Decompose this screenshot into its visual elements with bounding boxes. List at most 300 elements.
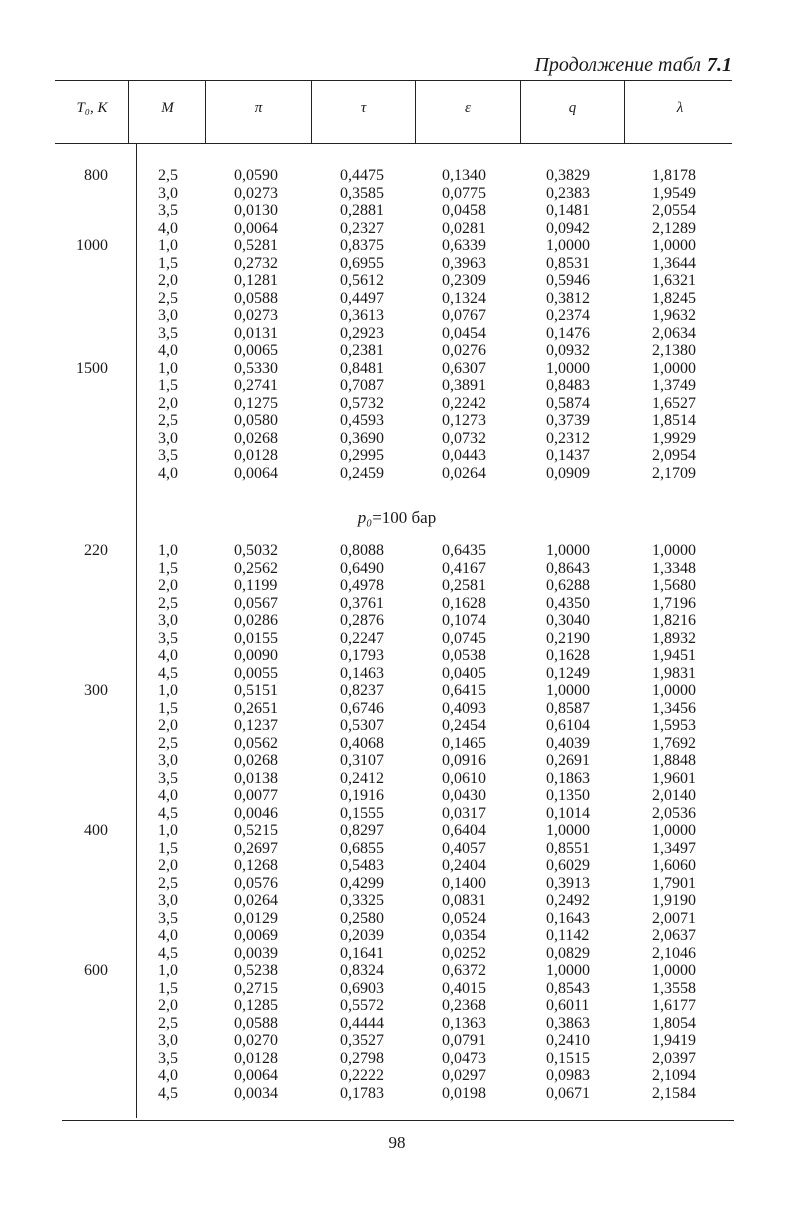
cell-pi: 0,1281	[234, 272, 278, 289]
cell-lambda: 1,0000	[652, 542, 696, 559]
table-row	[0, 630, 794, 648]
cell-pi: 0,0128	[234, 1049, 278, 1067]
cell-tau: 0,4475	[340, 167, 384, 184]
cell-eps: 0,0524	[442, 909, 486, 927]
table-row	[0, 202, 794, 220]
cell-lambda: 1,5680	[652, 577, 696, 594]
cell-tau: 0,3325	[340, 892, 384, 909]
table-caption	[470, 54, 732, 77]
cell-tau: 0,2881	[340, 202, 384, 219]
table-row	[0, 465, 794, 483]
header-top-rule	[55, 80, 732, 81]
cell-mach: 4,0	[158, 342, 178, 359]
cell-eps: 0,4057	[442, 839, 486, 857]
cell-mach: 3,0	[158, 612, 178, 629]
cell-lambda: 1,9632	[652, 307, 696, 324]
cell-tc: 1500	[76, 359, 108, 377]
cell-q: 0,5874	[546, 394, 590, 412]
cell-tau: 0,6490	[340, 559, 384, 577]
cell-mach: 3,0	[158, 752, 178, 769]
table-row	[0, 1085, 794, 1103]
cell-mach: 4,0	[158, 464, 178, 482]
cell-pi: 0,0268	[234, 429, 278, 447]
cell-q: 0,2492	[546, 892, 590, 909]
cell-eps: 0,2309	[442, 272, 486, 289]
cell-mach: 3,5	[158, 324, 178, 342]
cell-eps: 0,0443	[442, 447, 486, 464]
cell-eps: 0,0473	[442, 1049, 486, 1067]
cell-pi: 0,0286	[234, 612, 278, 629]
cell-eps: 0,1363	[442, 1014, 486, 1032]
cell-mach: 2,0	[158, 717, 178, 734]
cell-eps: 0,6372	[442, 962, 486, 979]
cell-tau: 0,2995	[340, 447, 384, 464]
cell-pi: 0,0273	[234, 184, 278, 202]
cell-tau: 0,1783	[340, 1084, 384, 1102]
cell-tc: 600	[84, 962, 108, 979]
cell-eps: 0,0538	[442, 647, 486, 664]
table-row	[0, 805, 794, 823]
subheading-symbol: p₀	[357, 508, 373, 527]
cell-mach: 1,0	[158, 962, 178, 979]
cell-lambda: 1,9419	[652, 1032, 696, 1049]
cell-eps: 0,0767	[442, 307, 486, 324]
cell-pi: 0,2651	[234, 699, 278, 717]
cell-lambda: 1,3749	[652, 377, 696, 394]
cell-tau: 0,2876	[340, 612, 384, 629]
cell-q: 0,0942	[546, 219, 590, 237]
cell-tau: 0,1555	[340, 804, 384, 822]
cell-eps: 0,4167	[442, 559, 486, 577]
table-row	[0, 717, 794, 735]
cell-mach: 3,0	[158, 307, 178, 324]
table-row	[0, 1067, 794, 1085]
cell-eps: 0,0276	[442, 342, 486, 359]
table-row	[0, 447, 794, 465]
cell-mach: 4,5	[158, 804, 178, 822]
table-row	[0, 682, 794, 700]
cell-mach: 2,5	[158, 874, 178, 892]
cell-lambda: 1,9601	[652, 769, 696, 787]
cell-tau: 0,5483	[340, 857, 384, 874]
cell-mach: 2,5	[158, 594, 178, 612]
cell-pi: 0,1268	[234, 857, 278, 874]
cell-pi: 0,0588	[234, 289, 278, 307]
cell-q: 0,2190	[546, 629, 590, 647]
cell-lambda: 1,5953	[652, 717, 696, 734]
cell-tau: 0,7087	[340, 377, 384, 394]
cell-eps: 0,2404	[442, 857, 486, 874]
cell-eps: 0,6415	[442, 682, 486, 699]
table-row	[0, 307, 794, 325]
cell-lambda: 1,0000	[652, 682, 696, 699]
cell-mach: 3,0	[158, 892, 178, 909]
cell-lambda: 1,8178	[652, 167, 696, 184]
cell-lambda: 1,3497	[652, 839, 696, 857]
cell-mach: 3,0	[158, 184, 178, 202]
cell-lambda: 1,9831	[652, 664, 696, 682]
cell-tau: 0,1641	[340, 944, 384, 962]
cell-lambda: 2,0140	[652, 787, 696, 804]
cell-lambda: 2,1094	[652, 1067, 696, 1084]
cell-lambda: 2,1380	[652, 342, 696, 359]
table-row	[0, 752, 794, 770]
table-row	[0, 612, 794, 630]
cell-eps: 0,0317	[442, 804, 486, 822]
cell-pi: 0,0580	[234, 412, 278, 429]
cell-q: 0,1249	[546, 664, 590, 682]
cell-tau: 0,2327	[340, 219, 384, 237]
table-row	[0, 220, 794, 238]
cell-mach: 2,0	[158, 272, 178, 289]
cell-q: 0,2374	[546, 307, 590, 324]
table-row	[0, 430, 794, 448]
cell-tau: 0,2798	[340, 1049, 384, 1067]
cell-q: 0,3913	[546, 874, 590, 892]
header-pi: π	[254, 100, 263, 116]
cell-mach: 4,0	[158, 787, 178, 804]
cell-mach: 3,5	[158, 769, 178, 787]
cell-eps: 0,0831	[442, 892, 486, 909]
cell-tau: 0,2381	[340, 342, 384, 359]
cell-lambda: 1,8054	[652, 1014, 696, 1032]
cell-mach: 2,5	[158, 734, 178, 752]
cell-eps: 0,0775	[442, 184, 486, 202]
cell-tau: 0,3761	[340, 594, 384, 612]
caption-text: Продолжение табл	[534, 54, 701, 76]
cell-tau: 0,1793	[340, 647, 384, 664]
cell-tau: 0,5732	[340, 394, 384, 412]
cell-tau: 0,4299	[340, 874, 384, 892]
cell-q: 0,1515	[546, 1049, 590, 1067]
cell-tc: 300	[84, 682, 108, 699]
table-row	[0, 1050, 794, 1068]
table-row	[0, 980, 794, 998]
cell-lambda: 2,0954	[652, 447, 696, 464]
cell-eps: 0,0458	[442, 202, 486, 219]
cell-q: 0,1437	[546, 447, 590, 464]
cell-lambda: 2,0634	[652, 324, 696, 342]
cell-pi: 0,0034	[234, 1084, 278, 1102]
table-row	[0, 892, 794, 910]
cell-eps: 0,2242	[442, 394, 486, 412]
cell-eps: 0,1074	[442, 612, 486, 629]
table-row	[0, 910, 794, 928]
cell-pi: 0,0129	[234, 909, 278, 927]
cell-pi: 0,0155	[234, 629, 278, 647]
cell-pi: 0,0273	[234, 307, 278, 324]
cell-mach: 4,0	[158, 647, 178, 664]
cell-mach: 2,0	[158, 577, 178, 594]
cell-eps: 0,4093	[442, 699, 486, 717]
table-number: 7.1	[707, 54, 732, 76]
cell-q: 0,3829	[546, 167, 590, 184]
cell-lambda: 2,0637	[652, 927, 696, 944]
cell-mach: 1,0	[158, 359, 178, 377]
cell-tc: 400	[84, 822, 108, 839]
cell-lambda: 1,9190	[652, 892, 696, 909]
table-row	[0, 787, 794, 805]
cell-tc: 800	[84, 167, 108, 184]
cell-pi: 0,0576	[234, 874, 278, 892]
cell-tau: 0,8237	[340, 682, 384, 699]
header-tc: T₀, K	[76, 100, 108, 116]
table-row	[0, 665, 794, 683]
cell-lambda: 1,3644	[652, 254, 696, 272]
cell-mach: 3,5	[158, 1049, 178, 1067]
cell-lambda: 1,8245	[652, 289, 696, 307]
cell-mach: 4,0	[158, 1067, 178, 1084]
cell-pi: 0,0268	[234, 752, 278, 769]
cell-mach: 3,5	[158, 629, 178, 647]
cell-tau: 0,2580	[340, 909, 384, 927]
cell-q: 0,0932	[546, 342, 590, 359]
cell-tau: 0,4444	[340, 1014, 384, 1032]
cell-q: 0,1350	[546, 787, 590, 804]
cell-lambda: 1,7692	[652, 734, 696, 752]
cell-q: 1,0000	[546, 542, 590, 559]
cell-pi: 0,1285	[234, 997, 278, 1014]
cell-mach: 3,5	[158, 202, 178, 219]
table-row	[0, 822, 794, 840]
cell-tau: 0,3585	[340, 184, 384, 202]
cell-pi: 0,5032	[234, 542, 278, 559]
cell-q: 0,3739	[546, 412, 590, 429]
table-row	[0, 647, 794, 665]
cell-q: 0,8551	[546, 839, 590, 857]
cell-tau: 0,1916	[340, 787, 384, 804]
cell-pi: 0,2697	[234, 839, 278, 857]
cell-pi: 0,0128	[234, 447, 278, 464]
cell-tau: 0,8088	[340, 542, 384, 559]
table-row	[0, 962, 794, 980]
table-row	[0, 412, 794, 430]
cell-mach: 2,5	[158, 1014, 178, 1032]
cell-q: 0,0671	[546, 1084, 590, 1102]
cell-tc: 1000	[76, 237, 108, 254]
cell-lambda: 1,6177	[652, 997, 696, 1014]
cell-pi: 0,1275	[234, 394, 278, 412]
cell-lambda: 2,1289	[652, 219, 696, 237]
cell-eps: 0,4015	[442, 979, 486, 997]
cell-tau: 0,3527	[340, 1032, 384, 1049]
cell-tau: 0,6955	[340, 254, 384, 272]
cell-lambda: 1,7196	[652, 594, 696, 612]
cell-pi: 0,0064	[234, 219, 278, 237]
table-row	[0, 272, 794, 290]
cell-eps: 0,1465	[442, 734, 486, 752]
cell-q: 0,2410	[546, 1032, 590, 1049]
cell-lambda: 1,9451	[652, 647, 696, 664]
cell-eps: 0,2368	[442, 997, 486, 1014]
table-row	[0, 542, 794, 560]
cell-mach: 2,0	[158, 394, 178, 412]
cell-tau: 0,5307	[340, 717, 384, 734]
cell-pi: 0,1199	[234, 577, 278, 594]
header-bottom-rule	[55, 143, 732, 144]
cell-pi: 0,5151	[234, 682, 278, 699]
cell-pi: 0,0090	[234, 647, 278, 664]
table-row	[0, 577, 794, 595]
cell-q: 0,1476	[546, 324, 590, 342]
cell-eps: 0,6307	[442, 359, 486, 377]
cell-mach: 2,5	[158, 412, 178, 429]
cell-eps: 0,1273	[442, 412, 486, 429]
header-eps: ε	[465, 100, 471, 116]
cell-eps: 0,3891	[442, 377, 486, 394]
cell-eps: 0,0297	[442, 1067, 486, 1084]
cell-q: 0,8543	[546, 979, 590, 997]
cell-tau: 0,3613	[340, 307, 384, 324]
cell-pi: 0,2562	[234, 559, 278, 577]
cell-tau: 0,2222	[340, 1067, 384, 1084]
cell-pi: 0,0131	[234, 324, 278, 342]
cell-eps: 0,0745	[442, 629, 486, 647]
cell-tau: 0,2412	[340, 769, 384, 787]
cell-eps: 0,6339	[442, 237, 486, 254]
cell-pi: 0,0138	[234, 769, 278, 787]
cell-q: 0,2312	[546, 429, 590, 447]
header-m: M	[161, 100, 174, 116]
table-row	[0, 377, 794, 395]
cell-pi: 0,5238	[234, 962, 278, 979]
cell-pi: 0,0590	[234, 167, 278, 184]
cell-q: 0,2383	[546, 184, 590, 202]
cell-q: 0,1014	[546, 804, 590, 822]
cell-eps: 0,0405	[442, 664, 486, 682]
cell-mach: 1,5	[158, 839, 178, 857]
cell-q: 1,0000	[546, 682, 590, 699]
cell-eps: 0,0610	[442, 769, 486, 787]
cell-pi: 0,0046	[234, 804, 278, 822]
cell-tau: 0,4978	[340, 577, 384, 594]
cell-lambda: 1,0000	[652, 962, 696, 979]
cell-pi: 0,0064	[234, 464, 278, 482]
cell-tau: 0,5612	[340, 272, 384, 289]
cell-pi: 0,0264	[234, 892, 278, 909]
table-bottom-rule	[62, 1120, 734, 1121]
cell-mach: 1,5	[158, 559, 178, 577]
cell-q: 0,3863	[546, 1014, 590, 1032]
table-row	[0, 997, 794, 1015]
column-divider	[128, 80, 129, 143]
cell-pi: 0,0069	[234, 927, 278, 944]
cell-mach: 1,0	[158, 682, 178, 699]
cell-eps: 0,0732	[442, 429, 486, 447]
cell-tau: 0,6903	[340, 979, 384, 997]
cell-pi: 0,0064	[234, 1067, 278, 1084]
cell-tau: 0,2247	[340, 629, 384, 647]
cell-pi: 0,0562	[234, 734, 278, 752]
table-row	[0, 290, 794, 308]
cell-lambda: 1,0000	[652, 359, 696, 377]
cell-tau: 0,4497	[340, 289, 384, 307]
cell-lambda: 2,1584	[652, 1084, 696, 1102]
cell-q: 0,6011	[546, 997, 590, 1014]
cell-tau: 0,1463	[340, 664, 384, 682]
cell-q: 0,0829	[546, 944, 590, 962]
table-row	[0, 1015, 794, 1033]
table-row	[0, 342, 794, 360]
cell-mach: 4,0	[158, 927, 178, 944]
cell-lambda: 2,1046	[652, 944, 696, 962]
cell-tau: 0,6746	[340, 699, 384, 717]
cell-lambda: 1,8932	[652, 629, 696, 647]
cell-mach: 3,0	[158, 1032, 178, 1049]
table-row	[0, 875, 794, 893]
cell-eps: 0,6435	[442, 542, 486, 559]
cell-q: 0,8483	[546, 377, 590, 394]
table-section-1	[0, 167, 794, 482]
cell-lambda: 1,6060	[652, 857, 696, 874]
cell-lambda: 1,8514	[652, 412, 696, 429]
cell-q: 1,0000	[546, 962, 590, 979]
cell-tau: 0,4068	[340, 734, 384, 752]
cell-pi: 0,0055	[234, 664, 278, 682]
cell-q: 0,0909	[546, 464, 590, 482]
cell-lambda: 1,6527	[652, 394, 696, 412]
table-row	[0, 700, 794, 718]
cell-mach: 1,5	[158, 979, 178, 997]
cell-q: 1,0000	[546, 359, 590, 377]
cell-mach: 2,0	[158, 857, 178, 874]
table-row	[0, 927, 794, 945]
cell-lambda: 1,0000	[652, 237, 696, 254]
cell-tau: 0,5572	[340, 997, 384, 1014]
table-row	[0, 840, 794, 858]
cell-lambda: 1,9549	[652, 184, 696, 202]
cell-mach: 2,5	[158, 167, 178, 184]
table-row	[0, 255, 794, 273]
table-row	[0, 325, 794, 343]
header-tau: τ	[360, 100, 367, 116]
cell-pi: 0,5215	[234, 822, 278, 839]
cell-q: 0,4350	[546, 594, 590, 612]
cell-lambda: 1,8216	[652, 612, 696, 629]
cell-eps: 0,3963	[442, 254, 486, 272]
cell-q: 0,5946	[546, 272, 590, 289]
cell-q: 0,8531	[546, 254, 590, 272]
cell-pi: 0,0065	[234, 342, 278, 359]
table-row	[0, 237, 794, 255]
cell-q: 0,1481	[546, 202, 590, 219]
cell-q: 0,3812	[546, 289, 590, 307]
cell-pi: 0,0270	[234, 1032, 278, 1049]
cell-mach: 2,5	[158, 289, 178, 307]
table-row	[0, 857, 794, 875]
cell-mach: 3,0	[158, 429, 178, 447]
cell-mach: 3,5	[158, 447, 178, 464]
cell-pi: 0,2715	[234, 979, 278, 997]
cell-pi: 0,5330	[234, 359, 278, 377]
cell-lambda: 1,3348	[652, 559, 696, 577]
cell-pi: 0,1237	[234, 717, 278, 734]
cell-q: 0,0983	[546, 1067, 590, 1084]
cell-pi: 0,0567	[234, 594, 278, 612]
cell-eps: 0,1400	[442, 874, 486, 892]
cell-mach: 1,0	[158, 237, 178, 254]
cell-eps: 0,0354	[442, 927, 486, 944]
cell-tau: 0,3107	[340, 752, 384, 769]
cell-pi: 0,5281	[234, 237, 278, 254]
cell-tau: 0,8375	[340, 237, 384, 254]
cell-tau: 0,8481	[340, 359, 384, 377]
table-row	[0, 1032, 794, 1050]
table-row	[0, 167, 794, 185]
cell-lambda: 1,3558	[652, 979, 696, 997]
cell-eps: 0,0252	[442, 944, 486, 962]
cell-tau: 0,3690	[340, 429, 384, 447]
